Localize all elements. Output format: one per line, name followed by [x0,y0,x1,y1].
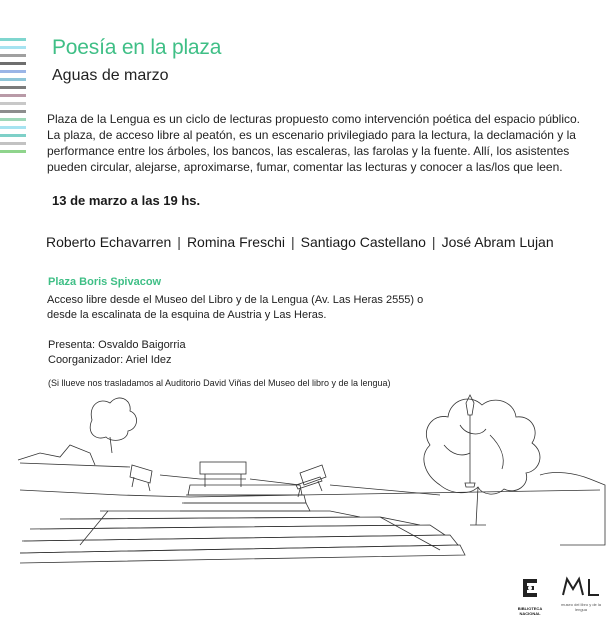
reader-separator: | [177,234,181,250]
color-stripe [0,134,26,137]
plaza-illustration [0,345,610,575]
color-stripe [0,86,26,89]
color-stripe [0,126,26,129]
color-stripe [0,62,26,65]
reader-name: Romina Freschi [186,234,285,250]
stairs [20,485,465,563]
reader-name: Roberto Echavarren [46,234,172,250]
color-stripe [0,70,26,73]
color-stripe [0,110,26,113]
color-stripe [0,150,26,153]
color-stripe [0,46,26,49]
museo-libro-logo [560,575,602,612]
page-subtitle: Aguas de marzo [52,67,169,84]
coorganizer: Coorganizador: Ariel Idez [48,354,172,366]
intro-paragraph: Plaza de la Lengua es un ciclo de lecturas propuesto como intervención poética del espacio público. La plaza, de acceso libre al peatón, es un escenario privilegiado para la lectura, la declamación y la performance entre los árboles, los bancos, las escaleras, las farolas y la fuente. Allí, los asistentes pueden circular, alejarse, aproximarse, fumar, comentar las lecturas y conocer a las/los que leen. [47,112,581,174]
footer-logos [510,575,602,615]
color-stripe [0,118,26,121]
color-stripe [0,78,26,81]
color-stripe [0,102,26,105]
readers-list [46,234,554,250]
color-stripes [0,38,26,158]
bench-right [296,465,326,497]
tree-right [424,399,540,525]
museo-libro-emblem-icon [561,575,601,597]
color-stripe [0,142,26,145]
event-date: 13 de marzo a las 19 hs. [52,193,201,208]
color-stripe [0,54,26,57]
reader-separator: | [290,234,295,250]
biblioteca-nacional-logo [510,575,550,616]
biblioteca-caption: BIBLIOTECA NACIONAL [517,606,543,616]
bench-left [130,465,152,491]
bench-center [200,462,246,487]
reader-separator: | [431,234,436,250]
museo-caption: museo del libro y de la lengua [560,602,602,612]
color-stripe [0,94,26,97]
biblioteca-nacional-emblem-icon [519,575,541,601]
rain-note: (Si llueve nos trasladamos al Auditorio David Viñas del Museo del libro y de la lengua) [48,378,391,388]
page-title: Poesía en la plaza [52,36,222,59]
lamp-post [465,395,475,487]
presenter: Presenta: Osvaldo Baigorria [48,339,186,351]
access-info: Acceso libre desde el Museo del Libro y de la Lengua (Av. Las Heras 2555) o desde la escalinata de la esquina de Austria y Las Heras. [47,294,424,321]
venue-name: Plaza Boris Spivacow [48,276,162,288]
color-stripe [0,38,26,41]
reader-name: José Abram Lujan [441,234,554,250]
reader-name: Santiago Castellano [300,234,426,250]
tree-left [90,398,136,453]
